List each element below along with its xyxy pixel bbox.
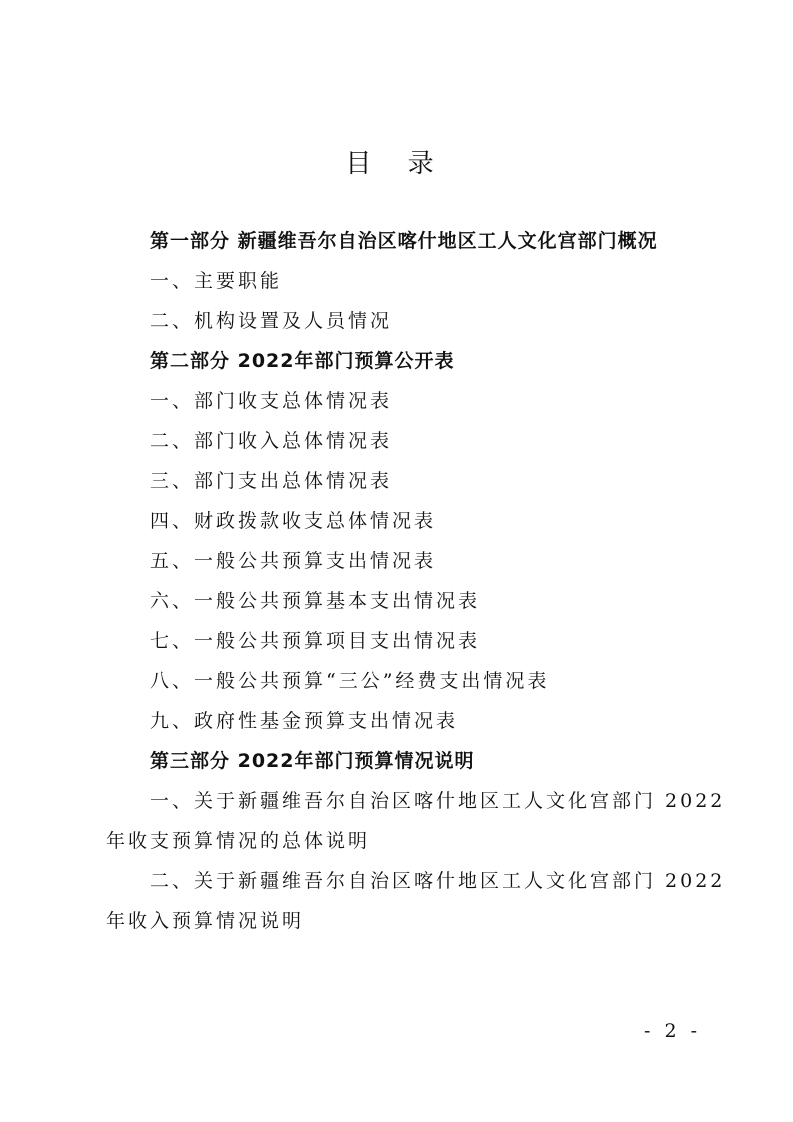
part2-item-4: 四、财政拨款收支总体情况表 <box>150 510 437 532</box>
part3-item-1-line2: 年收支预算情况的总体说明 <box>106 830 371 852</box>
page-number: - 2 - <box>643 1020 701 1042</box>
part3-item-1-line1: 一、关于新疆维吾尔自治区喀什地区工人文化宫部门 2022 <box>150 790 726 812</box>
part2-item-3: 三、部门支出总体情况表 <box>150 470 393 492</box>
part2-item-8: 八、一般公共预算“三公”经费支出情况表 <box>150 670 550 692</box>
part2-heading: 第二部分 2022年部门预算公开表 <box>150 350 455 372</box>
part1-heading: 第一部分 新疆维吾尔自治区喀什地区工人文化宫部门概况 <box>150 230 658 252</box>
part2-item-7: 七、一般公共预算项目支出情况表 <box>150 630 481 652</box>
toc-title: 目 录 <box>345 149 448 179</box>
part3-item-2-line2: 年收入预算情况说明 <box>106 910 305 932</box>
part2-item-5: 五、一般公共预算支出情况表 <box>150 550 437 572</box>
part1-item-1: 一、主要职能 <box>150 270 283 292</box>
part3-heading: 第三部分 2022年部门预算情况说明 <box>150 750 475 772</box>
part2-item-2: 二、部门收入总体情况表 <box>150 430 393 452</box>
part2-item-6: 六、一般公共预算基本支出情况表 <box>150 590 481 612</box>
part2-item-9: 九、政府性基金预算支出情况表 <box>150 710 459 732</box>
part2-item-1: 一、部门收支总体情况表 <box>150 390 393 412</box>
part1-item-2: 二、机构设置及人员情况 <box>150 310 393 332</box>
part3-item-2-line1: 二、关于新疆维吾尔自治区喀什地区工人文化宫部门 2022 <box>150 870 726 892</box>
